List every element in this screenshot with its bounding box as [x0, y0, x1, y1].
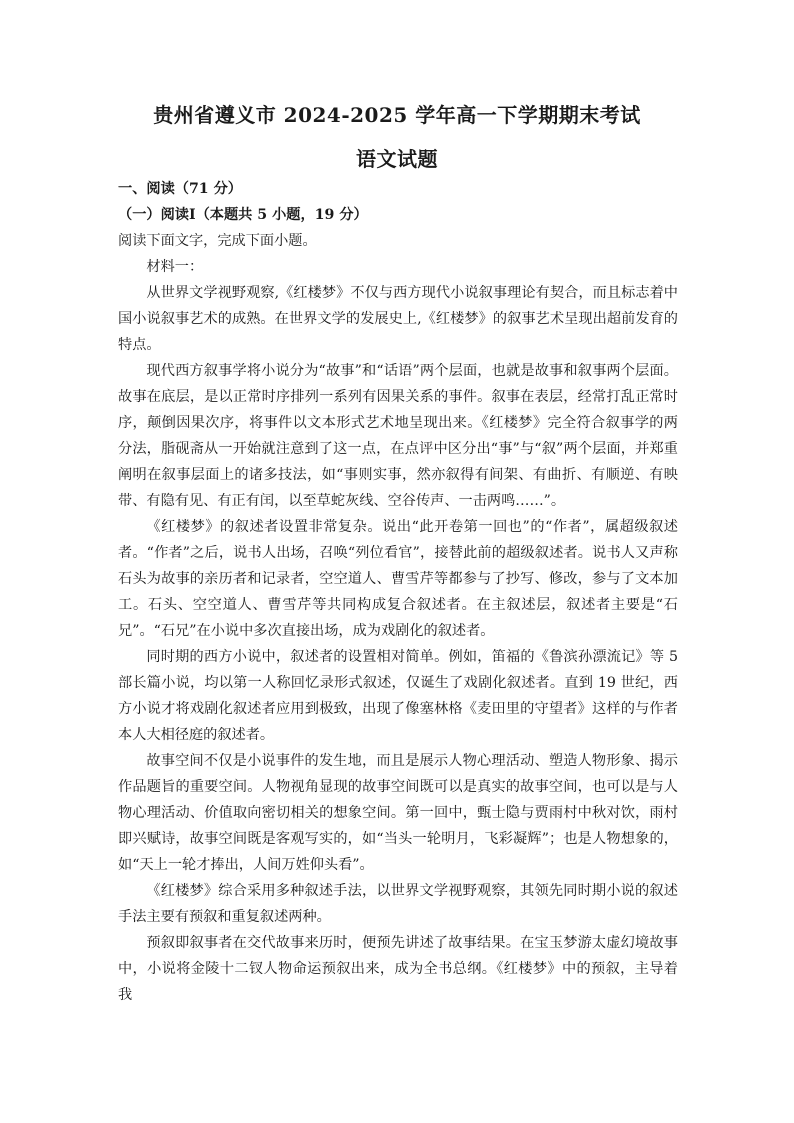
paragraph: 从世界文学视野观察,《红楼梦》不仅与西方现代小说叙事理论有契合，而且标志着中国小说叙事艺术的成熟。在世界文学的发展史上,《红楼梦》的叙事艺术呈现出超前发育的特点。: [118, 285, 678, 353]
paragraph: 故事空间不仅是小说事件的发生地，而且是展示人物心理活动、塑造人物形象、揭示作品题旨的重要空间。人物视角显现的故事空间既可以是真实的故事空间，也可以是与人物心理活动、价值取向密切相关的想象空间。第一回中，甄士隐与贾雨村中秋对饮，雨村即兴赋诗，故事空间既是客观写实的，如“当头一轮明月，飞彩凝辉”；也是人物想象的，如“天上一轮才捧出，人间万姓仰头看”。: [118, 753, 678, 873]
exam-subtitle: 语文试题: [356, 147, 438, 171]
paragraph: 现代西方叙事学将小说分为“故事”和“话语”两个层面，也就是故事和叙事两个层面。故事在底层，是以正常时序排列一系列有因果关系的事件。叙事在表层，经常打乱正常时序，颠倒因果次序，将事件以文本形式艺术地呈现出来。《红楼梦》完全符合叙事学的两分法，脂砚斋从一开始就注意到了这一点，在点评中区分出“事”与“叙”两个层面，并郑重阐明在叙事层面上的诸多技法，如“事则实事，然亦叙得有间架、有曲折、有顺逆、有映带、有隐有见、有正有闰，以至草蛇灰线、空谷传声、一击两鸣……”。: [118, 363, 678, 509]
section-heading: 一、阅读（71 分）: [118, 181, 242, 197]
instruction-text: 阅读下面文字，完成下面小题。: [118, 233, 317, 249]
exam-title: 贵州省遵义市 2024-2025 学年高一下学期期末考试: [153, 103, 641, 127]
paragraph: 同时期的西方小说中，叙述者的设置相对简单。例如，笛福的《鲁滨孙漂流记》等 5 部长篇小说，均以第一人称回忆录形式叙述，仅诞生了戏剧化叙述者。直到 19 世纪，西方小说才将戏剧化叙述者应用到极致，出现了像塞林格《麦田里的守望者》这样的与作者本人大相径庭的叙述者。: [118, 649, 678, 743]
paragraph: 《红楼梦》综合采用多种叙述手法，以世界文学视野观察，其领先同时期小说的叙述手法主要有预叙和重复叙述两种。: [118, 883, 678, 925]
material-label: 材料一：: [146, 259, 204, 275]
paragraph: 预叙即叙事者在交代故事来历时，便预先讲述了故事结果。在宝玉梦游太虚幻境故事中，小说将金陵十二钗人物命运预叙出来，成为全书总纲。《红楼梦》中的预叙，主导着我: [118, 935, 678, 1003]
paragraph: 《红楼梦》的叙述者设置非常复杂。说出“此开卷第一回也”的“作者”，属超级叙述者。“作者”之后，说书人出场，召唤“列位看官”，接替此前的超级叙述者。说书人又声称石头为故事的亲历者和记录者，空空道人、曹雪芹等都参与了抄写、修改，参与了文本加工。石头、空空道人、曹雪芹等共同构成复合叙述者。在主叙述层，叙述者主要是“石兄”。“石兄”在小说中多次直接出场，成为戏剧化的叙述者。: [118, 519, 678, 639]
subsection-heading: （一）阅读Ⅰ（本题共 5 小题，19 分）: [118, 207, 368, 223]
exam-body: [118, 176, 678, 1008]
